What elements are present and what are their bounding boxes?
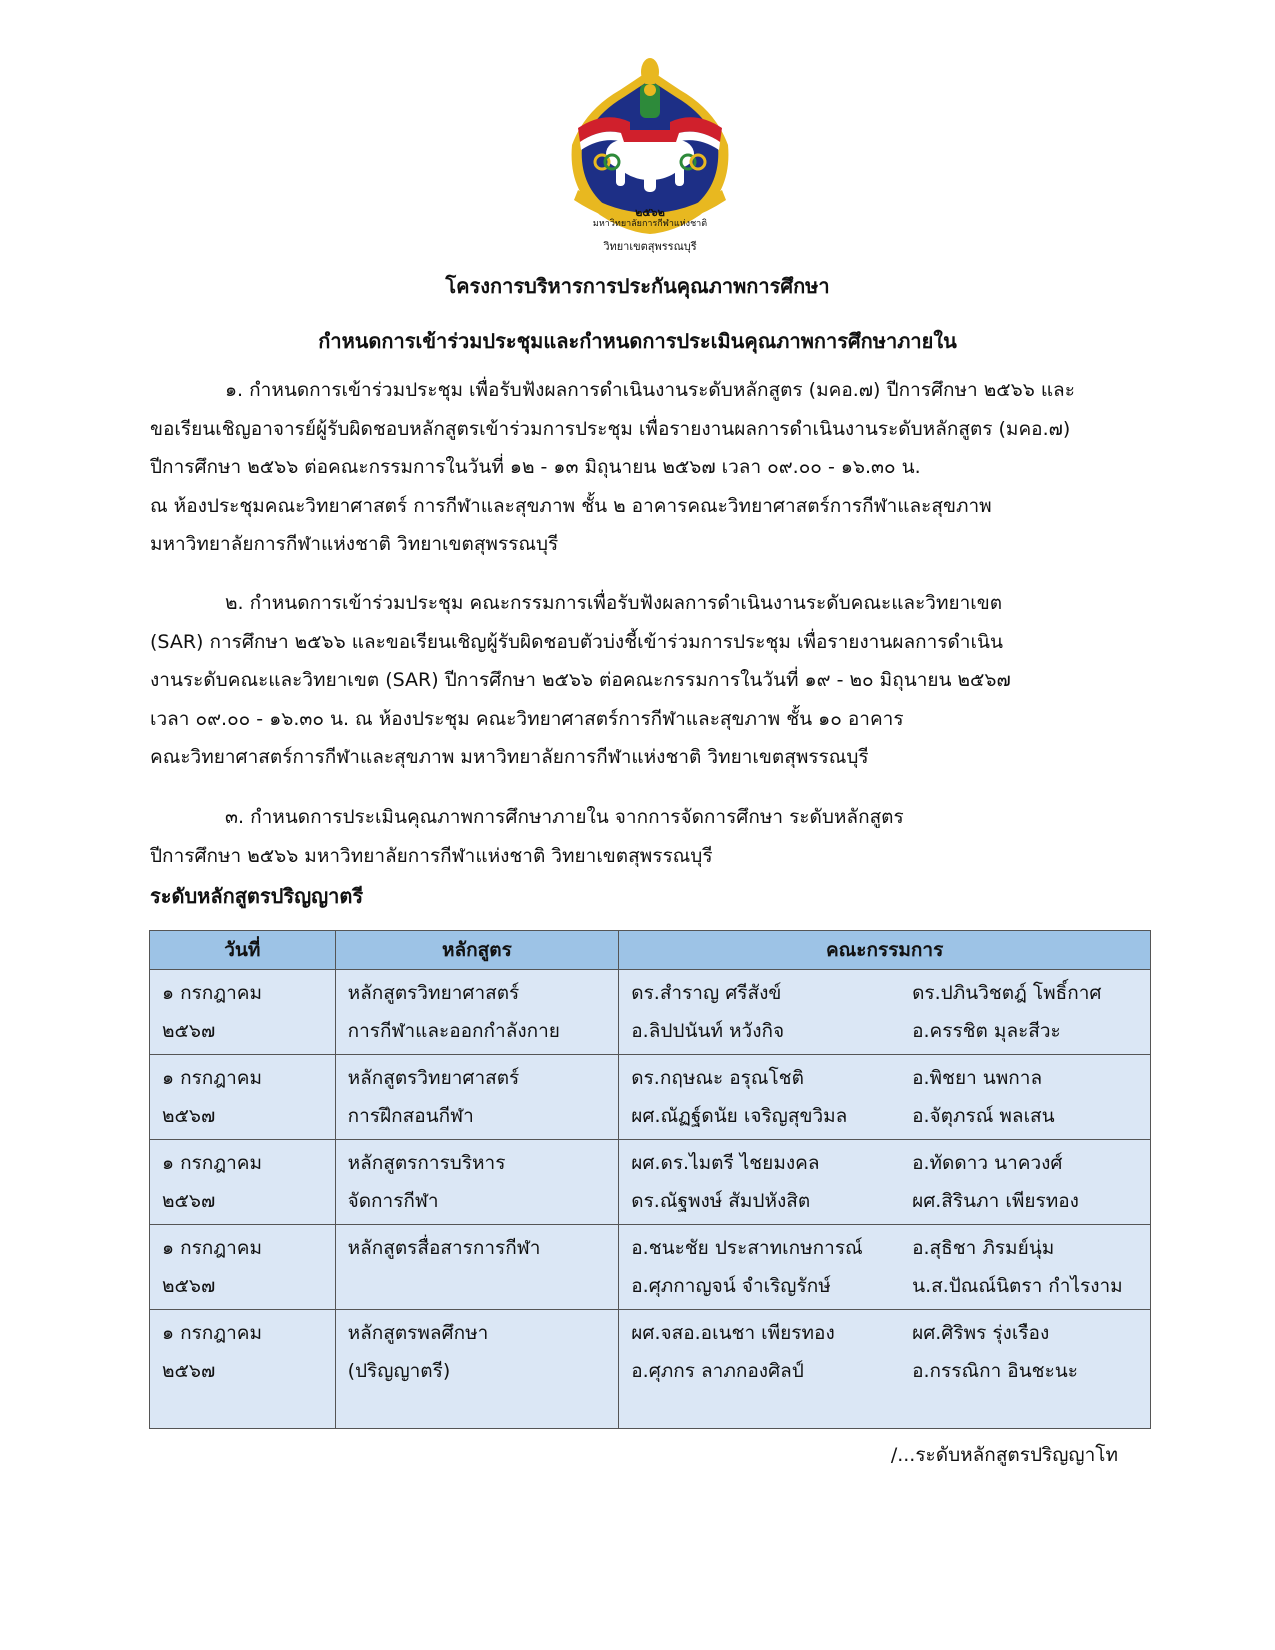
committee-cell: [619, 1140, 900, 1225]
date-day: ๑ กรกฎาคม: [162, 1067, 262, 1089]
paragraph-line: เวลา ๐๙.๐๐ - ๑๖.๓๐ น. ณ ห้องประชุม คณะวิทยาศาสตร์การกีฬาและสุขภาพ ชั้น ๑๐ อาคาร: [150, 707, 904, 730]
committee-member: อ.ครรชิต มุละสีวะ: [912, 1020, 1061, 1042]
document-subtitle: กำหนดการเข้าร่วมประชุมและกำหนดการประเมินคุณภาพการศึกษาภายใน: [318, 329, 957, 353]
paragraph-line: ณ ห้องประชุมคณะวิทยาศาสตร์ การกีฬาและสุขภาพ ชั้น ๒ อาคารคณะวิทยาศาสตร์การกีฬาและสุขภาพ: [150, 494, 992, 517]
program-line: [348, 1267, 607, 1305]
committee-member: อ.ลิปปนันท์ หวังกิจ: [631, 1020, 785, 1042]
date-day: ๑ กรกฎาคม: [162, 1152, 262, 1174]
header-date: วันที่: [150, 931, 336, 970]
paragraph-line: คณะวิทยาศาสตร์การกีฬาและสุขภาพ มหาวิทยาลัยการกีฬาแห่งชาติ วิทยาเขตสุพรรณบุรี: [150, 746, 869, 768]
table-header-row: [150, 931, 1151, 970]
table-row: [150, 1140, 1151, 1225]
document-title: โครงการบริหารการประกันคุณภาพการศึกษา: [445, 274, 830, 298]
paragraph-line: ๒. กำหนดการเข้าร่วมประชุม คณะกรรมการเพื่อรับฟังผลการดำเนินงานระดับคณะและวิทยาเขต: [225, 592, 1003, 614]
paragraph-line: ปีการศึกษา ๒๕๖๖ มหาวิทยาลัยการกีฬาแห่งชาติ วิทยาเขตสุพรรณบุรี: [150, 844, 713, 867]
program-cell: [335, 970, 619, 1055]
program-cell: [335, 1140, 619, 1225]
paragraph-line: ปีการศึกษา ๒๕๖๖ ต่อคณะกรรมการในวันที่ ๑๒ - ๑๓ มิถุนายน ๒๕๖๗ เวลา ๐๙.๐๐ - ๑๖.๓๐ น.: [150, 456, 921, 478]
date-year: ๒๕๖๗: [162, 1275, 216, 1297]
committee-member: ผศ.ศิริพร รุ่งเรือง: [912, 1322, 1050, 1344]
program-cell: [335, 1310, 619, 1429]
paragraph-line: (SAR) การศึกษา ๒๕๖๖ และขอเรียนเชิญผู้รับผิดชอบตัวบ่งชี้เข้าร่วมการประชุม เพื่อรายงานผลการดำเนิน: [150, 630, 1003, 653]
committee-member: อ.กรรณิกา อินชะนะ: [912, 1360, 1078, 1382]
date-day: ๑ กรกฎาคม: [162, 982, 262, 1004]
committee-cell: [900, 970, 1151, 1055]
committee-cell: [619, 1055, 900, 1140]
committee-cell: [619, 1225, 900, 1310]
committee-member: อ.ศุภกาญจน์ จำเริญรักษ์: [631, 1275, 831, 1297]
date-day: ๑ กรกฎาคม: [162, 1237, 262, 1259]
program-line: จัดการกีฬา: [347, 1190, 439, 1212]
committee-member: ผศ.ณัฏฐ์ดนัย เจริญสุขวิมล: [631, 1105, 848, 1127]
date-year: ๒๕๖๗: [162, 1360, 216, 1382]
committee-member: น.ส.ปัณณ์นิตรา กำไรงาม: [912, 1275, 1123, 1297]
program-line: การฝึกสอนกีฬา: [347, 1105, 474, 1127]
committee-member: อ.พิชยา นพกาล: [912, 1067, 1043, 1089]
table-row: [150, 1310, 1151, 1429]
university-logo: [550, 50, 750, 260]
committee-cell: [619, 1310, 900, 1429]
date-cell: [150, 970, 336, 1055]
paragraph-line: งานระดับคณะและวิทยาเขต (SAR) ปีการศึกษา ๒๕๖๖ ต่อคณะกรรมการในวันที่ ๑๙ - ๒๐ มิถุนายน ๒๕๖๗: [150, 669, 1011, 691]
committee-table: [149, 930, 1151, 1429]
committee-cell: [900, 1055, 1151, 1140]
header-committee: คณะกรรมการ: [619, 931, 1151, 970]
program-line: หลักสูตรวิทยาศาสตร์: [347, 1067, 520, 1089]
program-cell: [335, 1055, 619, 1140]
program-line: หลักสูตรการบริหาร: [347, 1152, 506, 1174]
date-day: ๑ กรกฎาคม: [162, 1322, 262, 1344]
date-year: ๒๕๖๗: [162, 1105, 216, 1127]
paragraph-2: [150, 584, 1115, 777]
paragraph-1: [150, 371, 1115, 564]
logo-year-text: ๒๕๖๒: [635, 206, 665, 219]
program-line: การกีฬาและออกกำลังกาย: [347, 1020, 560, 1042]
program-line: หลักสูตรวิทยาศาสตร์: [347, 982, 520, 1004]
program-cell: [335, 1225, 619, 1310]
section-heading: ระดับหลักสูตรปริญญาตรี: [150, 884, 364, 908]
paragraph-line: ๓. กำหนดการประเมินคุณภาพการศึกษาภายใน จากการจัดการศึกษา ระดับหลักสูตร: [225, 806, 904, 828]
paragraph-3: [150, 798, 1115, 875]
committee-member: อ.ศุภกร ลาภกองศิลป์: [631, 1360, 804, 1382]
continuation-note: /...ระดับหลักสูตรปริญญาโท: [890, 1444, 1118, 1466]
header-program: หลักสูตร: [335, 931, 619, 970]
table-row: [150, 1225, 1151, 1310]
committee-cell: [900, 1225, 1151, 1310]
committee-member: ดร.ณัฐพงษ์ สัมปหังสิต: [631, 1190, 811, 1212]
committee-member: ผศ.จสอ.อเนชา เพียรทอง: [631, 1322, 835, 1344]
committee-member: ดร.สำราญ ศรีสังข์: [631, 982, 782, 1004]
committee-cell: [619, 970, 900, 1055]
date-year: ๒๕๖๗: [162, 1020, 216, 1042]
committee-cell: [900, 1140, 1151, 1225]
date-year: ๒๕๖๗: [162, 1190, 216, 1212]
program-line: (ปริญญาตรี): [347, 1360, 451, 1382]
paragraph-line: มหาวิทยาลัยการกีฬาแห่งชาติ วิทยาเขตสุพรรณบุรี: [150, 533, 559, 555]
table-row: [150, 970, 1151, 1055]
logo-campus-text: วิทยาเขตสุพรรณบุรี: [603, 240, 697, 253]
date-cell: [150, 1140, 336, 1225]
program-line: หลักสูตรสื่อสารการกีฬา: [347, 1237, 541, 1259]
committee-cell: [900, 1310, 1151, 1429]
logo-arc-text: มหาวิทยาลัยการกีฬาแห่งชาติ: [592, 219, 708, 229]
date-cell: [150, 1225, 336, 1310]
committee-member: ดร.ปภินวิชตฎ์ โพธิ์กาศ: [912, 982, 1102, 1004]
table-row: [150, 1055, 1151, 1140]
date-cell: [150, 1310, 336, 1429]
committee-member: อ.สุธิชา ภิรมย์นุ่ม: [912, 1237, 1055, 1259]
paragraph-line: ๑. กำหนดการเข้าร่วมประชุม เพื่อรับฟังผลการดำเนินงานระดับหลักสูตร (มคอ.๗) ปีการศึกษา ๒๕๖๖ และ: [225, 379, 1075, 401]
program-line: หลักสูตรพลศึกษา: [347, 1322, 489, 1344]
paragraph-line: ขอเรียนเชิญอาจารย์ผู้รับผิดชอบหลักสูตรเข้าร่วมการประชุม เพื่อรายงานผลการดำเนินงานระดับหลักสูตร (มคอ.๗): [150, 417, 1071, 440]
committee-member: อ.จัตุภรณ์ พลเสน: [912, 1105, 1055, 1127]
committee-member: อ.ชนะชัย ประสาทเกษการณ์: [631, 1237, 863, 1259]
date-cell: [150, 1055, 336, 1140]
committee-member: ดร.กฤษณะ อรุณโชติ: [631, 1067, 804, 1089]
committee-member: อ.ทัดดาว นาควงศ์: [912, 1152, 1063, 1174]
committee-member: ผศ.ดร.ไมตรี ไชยมงคล: [631, 1152, 820, 1174]
committee-member: ผศ.สิรินภา เพียรทอง: [912, 1190, 1079, 1212]
